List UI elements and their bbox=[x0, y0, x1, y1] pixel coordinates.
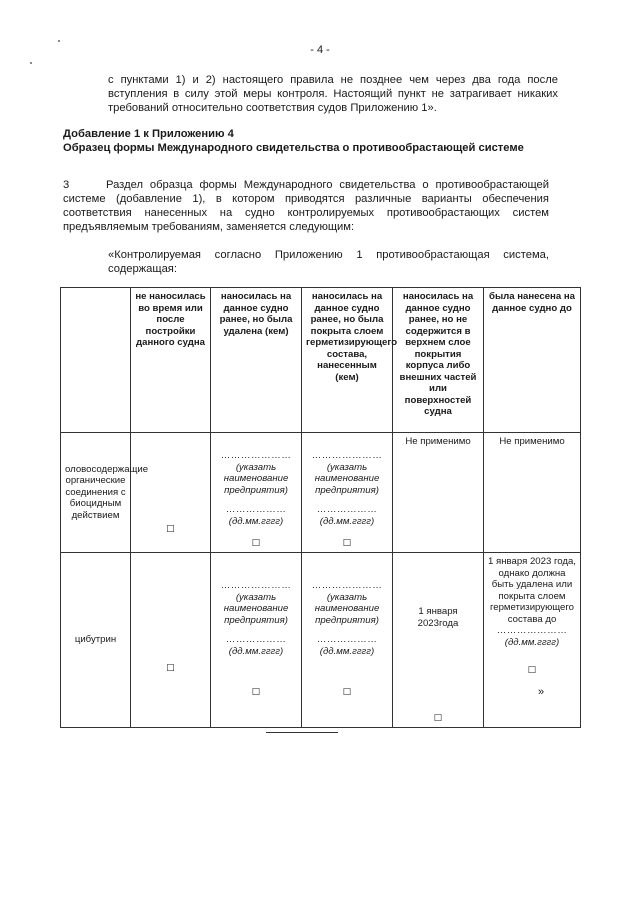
table-cell bbox=[302, 553, 393, 728]
scan-speck bbox=[30, 62, 32, 64]
header-applied-before: была нанесена на данное судно до bbox=[484, 288, 581, 433]
checkbox[interactable]: ☐ bbox=[527, 664, 537, 676]
heading-title: Образец формы Международного свидетельства о противообрастающей системе bbox=[63, 142, 524, 154]
table-cell bbox=[131, 433, 211, 553]
anti-fouling-table bbox=[60, 287, 581, 728]
date-hint: (дд.мм.гггг) bbox=[319, 515, 375, 527]
fill-in-dots[interactable]: ………………… bbox=[220, 580, 292, 591]
scan-speck bbox=[58, 40, 60, 42]
date-hint: (дд.мм.гггг) bbox=[228, 645, 284, 657]
checkbox[interactable]: ☐ bbox=[166, 523, 175, 535]
fill-in-dots[interactable]: ………………… bbox=[311, 450, 383, 461]
fill-in-dots[interactable]: ………………… bbox=[311, 580, 383, 591]
table-cell bbox=[302, 433, 393, 553]
table-cell bbox=[211, 553, 302, 728]
header-removed: наносилась на данное судно ранее, но была удалена (кем) bbox=[211, 288, 302, 433]
name-hint: (указать наименование предприятия) bbox=[223, 461, 289, 496]
date-dots[interactable]: ……………… bbox=[225, 504, 287, 515]
section-heading bbox=[63, 127, 563, 155]
closing-quote: » bbox=[538, 686, 545, 698]
end-rule bbox=[266, 732, 338, 733]
name-hint: (указать наименование предприятия) bbox=[314, 591, 380, 626]
date-dots[interactable]: ……………… bbox=[316, 634, 378, 645]
table-header-row bbox=[61, 288, 581, 433]
heading-appendix: Добавление 1 к Приложению 4 bbox=[63, 128, 234, 140]
paragraph-3 bbox=[63, 178, 549, 234]
deadline-text: 1 января 2023 года, однако должна быть удалена или покрыта слоем герметизирующего состава до bbox=[488, 556, 576, 625]
date-hint: (дд.мм.гггг) bbox=[319, 645, 375, 657]
header-empty bbox=[61, 288, 131, 433]
checkbox[interactable]: ☐ bbox=[342, 686, 352, 698]
checkbox[interactable]: ☐ bbox=[251, 686, 261, 698]
quote-intro: «Контролируемая согласно Приложению 1 противообрастающая система, содержащая: bbox=[108, 249, 549, 275]
table-cell-not-applicable: Не применимо bbox=[484, 433, 581, 553]
table-cell bbox=[131, 553, 211, 728]
paragraph-3-text: Раздел образца формы Международного свидетельства о противообрастающей системе (добавление 1), в котором приводятся различные варианты обеспечения соответствия нанесенных на судно контролируемых противообрастающих систем предъявляемым требованиям, заменяется следующим: bbox=[63, 179, 549, 233]
name-hint: (указать наименование предприятия) bbox=[223, 591, 289, 626]
fill-in-dots[interactable]: ………………… bbox=[220, 450, 292, 461]
checkbox[interactable]: ☐ bbox=[433, 712, 443, 724]
name-hint: (указать наименование предприятия) bbox=[314, 461, 380, 496]
row-label-cybutryne: цибутрин bbox=[61, 553, 131, 728]
table-row bbox=[61, 433, 581, 553]
table-cell-not-applicable: Не применимо bbox=[393, 433, 484, 553]
page-number: - 4 - bbox=[310, 44, 330, 56]
date-hint: (дд.мм.гггг) bbox=[228, 515, 284, 527]
checkbox[interactable]: ☐ bbox=[342, 537, 352, 549]
row-label-organotin: оловосодержащие органические соединения с биоцидным действием bbox=[61, 433, 131, 553]
checkbox[interactable]: ☐ bbox=[251, 537, 261, 549]
table-row bbox=[61, 553, 581, 728]
header-sealed: наносилась на данное судно ранее, но была покрыта слоем герметизирующего состава, нанесенным (кем) bbox=[302, 288, 393, 433]
table-cell bbox=[484, 553, 581, 728]
date-dots[interactable]: ………………… bbox=[496, 625, 568, 636]
header-not-in-top-layer: наносилась на данное судно ранее, но не содержится в верхнем слое покрытия корпуса либо внешних частей или поверхностей судна bbox=[393, 288, 484, 433]
header-not-applied: не наносилась во время или после постройки данного судна bbox=[131, 288, 211, 433]
date-hint: (дд.мм.гггг) bbox=[504, 636, 560, 648]
paragraph-continued: с пунктами 1) и 2) настоящего правила не позднее чем через два года после вступления в силу этой меры контроля. Настоящий пункт не затрагивает никаких требований относительно соответствия судов Приложению 1». bbox=[108, 74, 558, 114]
checkbox[interactable]: ☐ bbox=[166, 662, 175, 674]
date-dots[interactable]: ……………… bbox=[316, 504, 378, 515]
table-cell bbox=[393, 553, 484, 728]
table-cell bbox=[211, 433, 302, 553]
date-text: 1 января 2023года bbox=[417, 606, 459, 629]
paragraph-number: 3 bbox=[63, 179, 70, 191]
date-dots[interactable]: ……………… bbox=[225, 634, 287, 645]
